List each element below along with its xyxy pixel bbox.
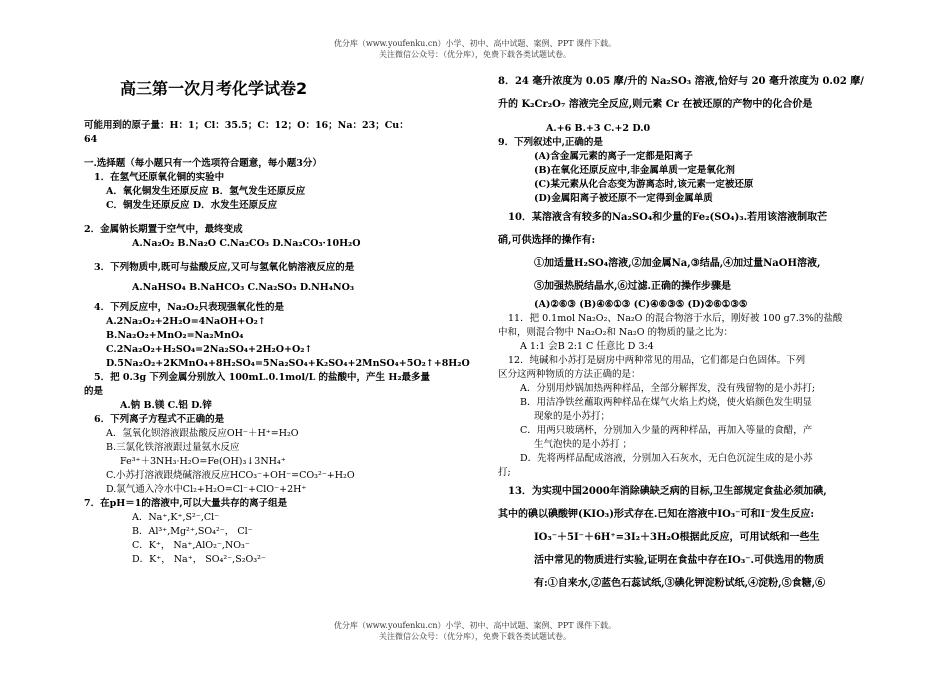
question-3-options: A.NaHSO₄ B.NaHCO₃ C.Na₂SO₃ D.NH₄NO₃ bbox=[132, 282, 355, 293]
question-10-operations: ①加适量H₂SO₄溶液,②加金属Na,③结晶,④加过量NaOH溶液, bbox=[534, 258, 821, 269]
question-10-cont: 硝,可供选择的操作有: bbox=[498, 235, 596, 246]
question-13-equation: IO₃⁻＋5I⁻＋6H⁺=3I₂＋3H₂O根据此反应，可用试纸和一些生 bbox=[534, 532, 820, 543]
question-12-option-d-cont: 打; bbox=[498, 467, 511, 478]
question-7-option-d: D．K⁺， Na⁺， SO₄²⁻,S₂O₃²⁻ bbox=[132, 554, 266, 565]
question-8-options: A.+6 B.+3 C.+2 D.0 bbox=[546, 123, 651, 134]
header-line-2: 关注微信公众号：（优分库），免费下载各类试题试卷。 bbox=[379, 50, 571, 59]
question-12-option-d: D．先将两样品配成溶液，分别加入石灰水，无白色沉淀生成的是小苏 bbox=[520, 453, 813, 464]
question-4-option-d: D.5Na₂O₂+2KMnO₄+8H₂SO₄=5Na₂SO₄+K₂SO₄+2MnSO₄+5O₂↑+8H₂O bbox=[106, 358, 470, 369]
question-1-options-cd: C．铜发生还原反应 D．水发生还原反应 bbox=[106, 200, 278, 211]
question-13-cont-3: 有:①自来水,②蓝色石蕊试纸,③碘化钾淀粉试纸,④淀粉,⑤食糖,⑥ bbox=[534, 578, 826, 589]
question-4-option-a: A.2Na₂O₂+2H₂O=4NaOH+O₂↑ bbox=[106, 316, 266, 327]
question-11-cont: 中和，则混合物中 Na₂O₂和 Na₂O 的物质的量之比为： bbox=[498, 327, 734, 338]
question-12-option-a: A．分别用炒锅加热两种样品，全部分解挥发，没有残留物的是小苏打; bbox=[520, 383, 816, 394]
question-4-option-b: B.Na₂O₂+MnO₂=Na₂MnO₄ bbox=[106, 330, 244, 341]
question-9-option-c: (C)某元素从化合态变为游离态时,该元素一定被还原 bbox=[534, 179, 754, 190]
question-3: 3．下列物质中,既可与盐酸反应,又可与氢氧化钠溶液反应的是 bbox=[94, 262, 355, 273]
atomic-mass-cont: 64 bbox=[84, 134, 98, 145]
question-8: 8．24 毫升浓度为 0.05 摩/升的 Na₂SO₃ 溶液,恰好与 20 毫升浓度为 0.02 摩/ bbox=[498, 76, 864, 87]
question-7-option-a: A．Na⁺,K⁺,S²⁻,Cl⁻ bbox=[132, 512, 220, 523]
question-9-option-a: (A)含金属元素的离子一定都是阳离子 bbox=[534, 151, 693, 162]
question-9-option-d: (D)金属阳离子被还原不一定得到金属单质 bbox=[534, 193, 713, 204]
footer-line-1: 优分库（www.youfenku.cn）小学、初中、高中试题、案例、PPT 课件下载。 bbox=[333, 621, 617, 630]
question-5: 5．把 0.3g 下列金属分别放入 100mL.0.1mol/L 的盐酸中，产生 H₂最多量 bbox=[94, 372, 430, 383]
question-11-options: A 1:1 会B 2:1 C 任意比 D 3:4 bbox=[520, 341, 654, 352]
page-footer bbox=[0, 620, 950, 642]
footer-line-2: 关注微信公众号：（优分库），免费下载各类试题试卷。 bbox=[379, 632, 571, 641]
question-8-cont: 升的 K₂Cr₂O₇ 溶液完全反应,则元素 Cr 在被还原的产物中的化合价是 bbox=[498, 99, 813, 110]
question-12-option-b: B．用洁净铁丝蘸取两种样品在煤气火焰上灼烧，使火焰颜色发生明显 bbox=[520, 397, 812, 408]
question-10-operations-cont: ⑤加强热脱结晶水,⑥过滤.正确的操作步骤是 bbox=[534, 281, 731, 292]
page-title: 高三第一次月考化学试卷2 bbox=[120, 79, 308, 98]
question-9-option-b: (B)在氧化还原反应中,非金属单质一定是氧化剂 bbox=[534, 165, 735, 176]
question-13: 13．为实现中国2000年消除碘缺乏病的目标,卫生部规定食盐必须加碘, bbox=[508, 486, 827, 497]
question-1-options-ab: A．氧化铜发生还原反应 B．氢气发生还原反应 bbox=[106, 186, 306, 197]
question-2: 2．金属钠长期置于空气中，最终变成 bbox=[84, 224, 243, 235]
question-5-options: A.钠 B.镁 C.铝 D.锌 bbox=[120, 400, 212, 411]
question-13-cont-2: 活中常见的物质进行实验,证明在食盐中存在IO₃⁻.可供选用的物质 bbox=[534, 555, 825, 566]
question-6-option-b-equation: Fe³⁺＋3NH₃·H₂O=Fe(OH)₃↓3NH₄⁺ bbox=[120, 456, 286, 467]
atomic-mass: 可能用到的原子量：H：1；Cl：35.5；C：12；O：16；Na：23；Cu： bbox=[84, 120, 409, 131]
question-7: 7．在pH＝1的溶液中,可以大量共存的离子组是 bbox=[84, 498, 288, 509]
question-12: 12．纯碱和小苏打是厨房中两种常见的用品，它们都是白色固体。下列 bbox=[508, 355, 806, 366]
question-7-option-c: C．K⁺， Na⁺,AlO₂⁻,NO₃⁻ bbox=[132, 540, 250, 551]
right-column bbox=[498, 70, 878, 595]
question-7-option-b: B．Al³⁺,Mg²⁺,SO₄²⁻， Cl⁻ bbox=[132, 526, 253, 537]
question-1: 1．在氢气还原氧化铜的实验中 bbox=[94, 172, 225, 183]
question-5-cont: 的是 bbox=[84, 386, 104, 397]
question-4: 4．下列反应中，Na₂O₂只表现强氧化性的是 bbox=[94, 302, 285, 313]
question-6-option-c: C.小苏打溶液跟烧碱溶液反应HCO₃⁻+OH⁻=CO₃²⁻+H₂O bbox=[106, 470, 355, 481]
question-10-options: (A)②⑥③ (B)④⑥①③ (C)④⑥③⑤ (D)②⑥①③⑤ bbox=[534, 299, 748, 310]
question-9: 9．下列叙述中,正确的是 bbox=[498, 137, 603, 148]
question-12-option-b-cont: 现象的是小苏打； bbox=[534, 411, 611, 422]
question-6-option-d: D.氯气通入冷水中Cl₂+H₂O=Cl⁻+ClO⁻+2H⁺ bbox=[106, 484, 307, 495]
question-10: 10．某溶液含有较多的Na₂SO₄和少量的Fe₂(SO₄)₃.若用该溶液制取芒 bbox=[508, 212, 828, 223]
left-column bbox=[84, 70, 484, 567]
question-6-option-a: A．氢氧化钡溶液跟盐酸反应OH⁻＋H⁺=H₂O bbox=[106, 428, 299, 439]
section-heading: 一.选择题（每小题只有一个选项符合题意，每小题3分） bbox=[84, 158, 322, 169]
question-13-cont: 其中的碘以碘酸钾(KIO₃)形式存在.已知在溶液中IO₃⁻可和I⁻发生反应: bbox=[498, 509, 815, 520]
question-4-option-c: C.2Na₂O₂+H₂SO₄=2Na₂SO₄+2H₂O+O₂↑ bbox=[106, 344, 313, 355]
question-2-options: A.Na₂O₂ B.Na₂O C.Na₂CO₃ D.Na₂CO₃·10H₂O bbox=[132, 238, 361, 249]
header-line-1: 优分库（www.youfenku.cn）小学、初中、高中试题、案例、PPT 课件下载。 bbox=[333, 39, 617, 48]
question-12-option-c-cont: 生气泡快的是小苏打 ； bbox=[534, 439, 633, 450]
question-12-cont: 区分这两种物质的方法正确的是： bbox=[498, 369, 641, 380]
question-6: 6．下列离子方程式不正确的是 bbox=[94, 414, 225, 425]
question-6-option-b: B.三氯化铁溶液跟过量氨水反应 bbox=[106, 442, 240, 453]
question-12-option-c: C．用两只玻璃杯，分别加入少量的两种样品，再加入等量的食醋，产 bbox=[520, 425, 813, 436]
page-header bbox=[0, 38, 950, 60]
question-11: 11．把 0.1mol Na₂O₂、Na₂O 的混合物溶于水后，刚好被 100 g7.3%的盐酸 bbox=[508, 313, 843, 324]
